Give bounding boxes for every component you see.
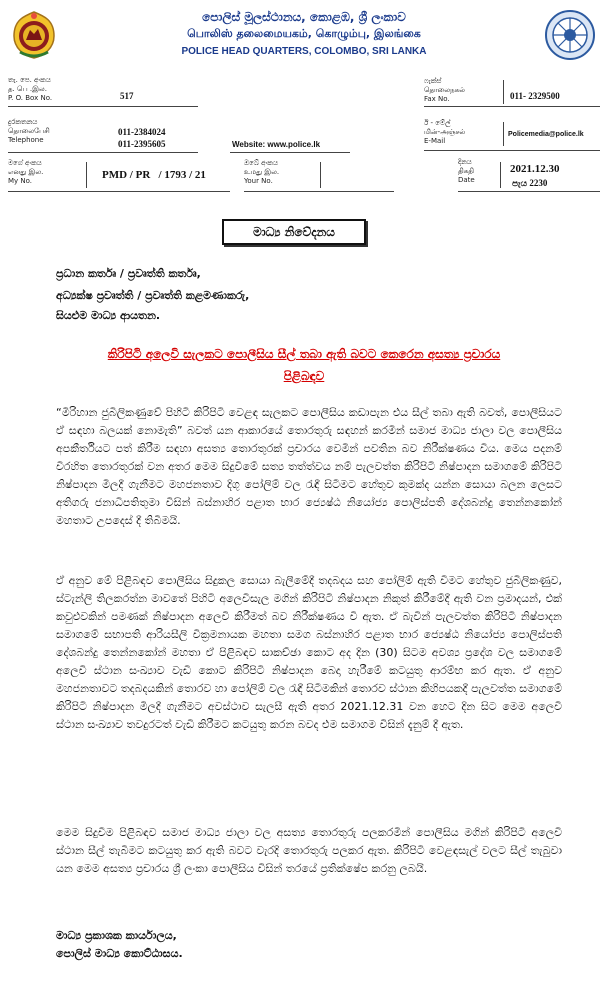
addressee-3: සියළුම මාධ්‍ය ආයතන.	[56, 309, 161, 322]
date-label: දිනය திகதி Date	[458, 158, 475, 184]
date-value: 2021.12.30	[510, 163, 560, 175]
telephone-label: දුරකතනය தொலைபேசி Telephone	[8, 118, 50, 144]
email-label: ඊ - මේල් மின்-அஞ்சல் E-Mail	[424, 119, 466, 145]
header-sinhala: පොලිස් මූලස්ථානය, කොළඹ, ශ්‍රී ලංකාව	[202, 10, 406, 24]
addressee-1: ප්‍රධාන කර්තෘ / ප්‍රවෘත්ති කර්තෘ,	[56, 267, 201, 280]
your-no-label: ඔබේ අංකය உமது இல. Your No.	[244, 159, 280, 185]
addressee-2: අධ්‍යක්ෂ ප්‍රවෘත්ති / ප්‍රවෘත්ති කළමණාකරු,	[56, 289, 250, 302]
paragraph-2: ඒ අනුව මේ පිළිබඳව පොලීසිය සිදුකල සොයා බැලීමේදී තදබදය සහ පෝලිම් ඇති වීමට හේතුව ජුබිලිකණුව, ස්ටැන්ලි තිලකරත්න මාවතේ පිහිටි අලෙවිසැල මගින් කිරිපිටි නිෂ්පාදන නිකුත් කිරීමේදී ඇති වන ප්‍රමාදයන්, එක් කවුළුවකින් පමණක් නිෂ්පාදන අලෙවි කිරීමත් බව නිරීක්ෂණය වී ඇත. ඒ බැවින් පැලවත්ත කිරිපිටි නිෂ්පාදන සමාගමේ සභාපති ආරියසීලි වික්‍රමනායක මහතා සමග බස්නාහිර පළාත භාර ජ්‍යෙෂ්ඨ නියෝජ්‍ය පොලිස්පති දේශබන්දු තෙන්නකෝන් මහතා ඒ පිළිබඳව සාකච්ඡා කොට අද දින (30) සිටම අවශ්‍ය ප්‍රදේශ වල සමාගමේ අලෙවි ස්ථාන සංඛ්‍යාව වැඩි කොට කිරිපිටි නිෂ්පාදන බෙදා හැරීමේ කටයුතු ආරම්භ කර ඇත. ඒ අනුව මහජනතාවට තදබදයකින් තොරව හා පෝලිම් වල රැඳී සිටීමකින් තොරව ස්ථාන කිහිපයකදී පැලවත්ත සමාගමේ කිරිපිටි නිෂ්පාදන මිලදී ගැනීමට අවස්ථාව සැලසී ඇති අතර 2021.12.31 වන හෙට දින සිට මෙම අලෙවි ස්ථාන සංඛ්‍යාව තවදුරටත් වැඩි කිරීමට කටයුතු කරන බවද එම සමාගම විසින් දැනුම් දී ඇත.	[56, 574, 562, 731]
signature-line-2: පොලිස් මාධ්‍ය කොට්ඨාසය.	[56, 947, 183, 960]
signature-line-1: මාධ්‍ය ප්‍රකාශක කාර්යාලය,	[56, 929, 177, 942]
title-box	[222, 219, 366, 245]
website: Website: www.police.lk	[232, 140, 321, 149]
my-no-label: මගේ අංකය எனது இல. My No.	[8, 159, 44, 185]
subject-line-1: කිරිපිටි අලෙවි සැලකට පොලීසිය සීල් තබා ඇති බවට කෙරෙන අසත්‍ය ප්‍රචාරය	[107, 347, 501, 361]
email-value: Policemedia@police.lk	[508, 131, 584, 138]
telephone-values: 011-2384024 011-2395605	[118, 127, 166, 149]
paragraph-1: “මිරිහාන ජුබිලිකණුවේ පිහිටි කිරිපිටි වෙළඳ සැලකට පොලීසිය කඩාපැන එය සීල් තබා ඇති බවත්, පොලීසියට ඒ සඳහා බලයක් නොමැති” බවත් යන ආකාරයේ තොරතුරු සඳහන් කරමින් සමාජ මාධ්‍ය ජාලා වල පොලීසිය අපකීර්තියට පත් කිරීම සඳහා අසත්‍ය තොරතුරක් ප්‍රචාරය වෙමින් පවතින බව නිරීක්ෂණය විය. මෙය පදනම් විරහිත තොරතුරක් වන අතර මෙම සිදුවීමේ සත්‍ය තත්ත්වය නම් පැලවත්ත කිරිපිටි නිෂ්පාදන සමාගමේ කිරිපිටි නිෂ්පාදන මිලදී ගැනීමට මහජනතාව දිගු පෝලිම් වල රැඳී සිටීමට හේතුව කුමක්ද යන්න සොයා බලන ලෙසට අතිගරු ජනාධිපතිතුමා විසින් බස්නාහිර පළාත භාර ජ්‍යෙෂ්ඨ නියෝජ්‍ය පොලිස්පති දේශබන්දු තෙන්නකෝන් මහතාට උපදෙස් දී තිබීමයි.	[56, 406, 562, 527]
page-title: මාධ්‍ය නිවේදනය	[253, 224, 335, 239]
pobox-label: තැ. පෙ. අංකය த. பெ .இல. P. O. Box No.	[8, 76, 53, 102]
header-english: POLICE HEAD QUARTERS, COLOMBO, SRI LANKA	[181, 46, 427, 57]
fax-label: ෆැක්ස් தொலைநகல் Fax No.	[424, 77, 465, 103]
fax-value: 011- 2329500	[510, 91, 560, 101]
time-value: පැය 2230	[512, 178, 548, 188]
subject-line-2: පිළිබඳව	[283, 369, 325, 383]
paragraph-3: මෙම සිදුවීම පිළිබඳව සමාජ මාධ්‍ය ජාලා වල අසත්‍ය තොරතුරු පලකරමින් පොලීසිය මගින් කිරිපිටි අලෙවි ස්ථාන සීල් තැබීමට කටයුතු කර ඇති බවට වැරදි තොරතුරු පලකර ඇත. කිරිපිටි වෙළඳසැල් වලට සීල් තැබුවා යන මෙම අසත්‍ය ප්‍රචාරය ශ්‍රී ලංකා පොලීසිය විසින් තරයේ ප්‍රතික්ෂේප කරනු ලබයි.	[56, 826, 562, 875]
pobox-value: 517	[120, 91, 134, 101]
my-no-value: PMD / PR / 1793 / 21	[102, 169, 206, 181]
header-tamil: பொலிஸ் தலைமையகம், கொழும்பு, இலங்கை	[187, 27, 421, 40]
